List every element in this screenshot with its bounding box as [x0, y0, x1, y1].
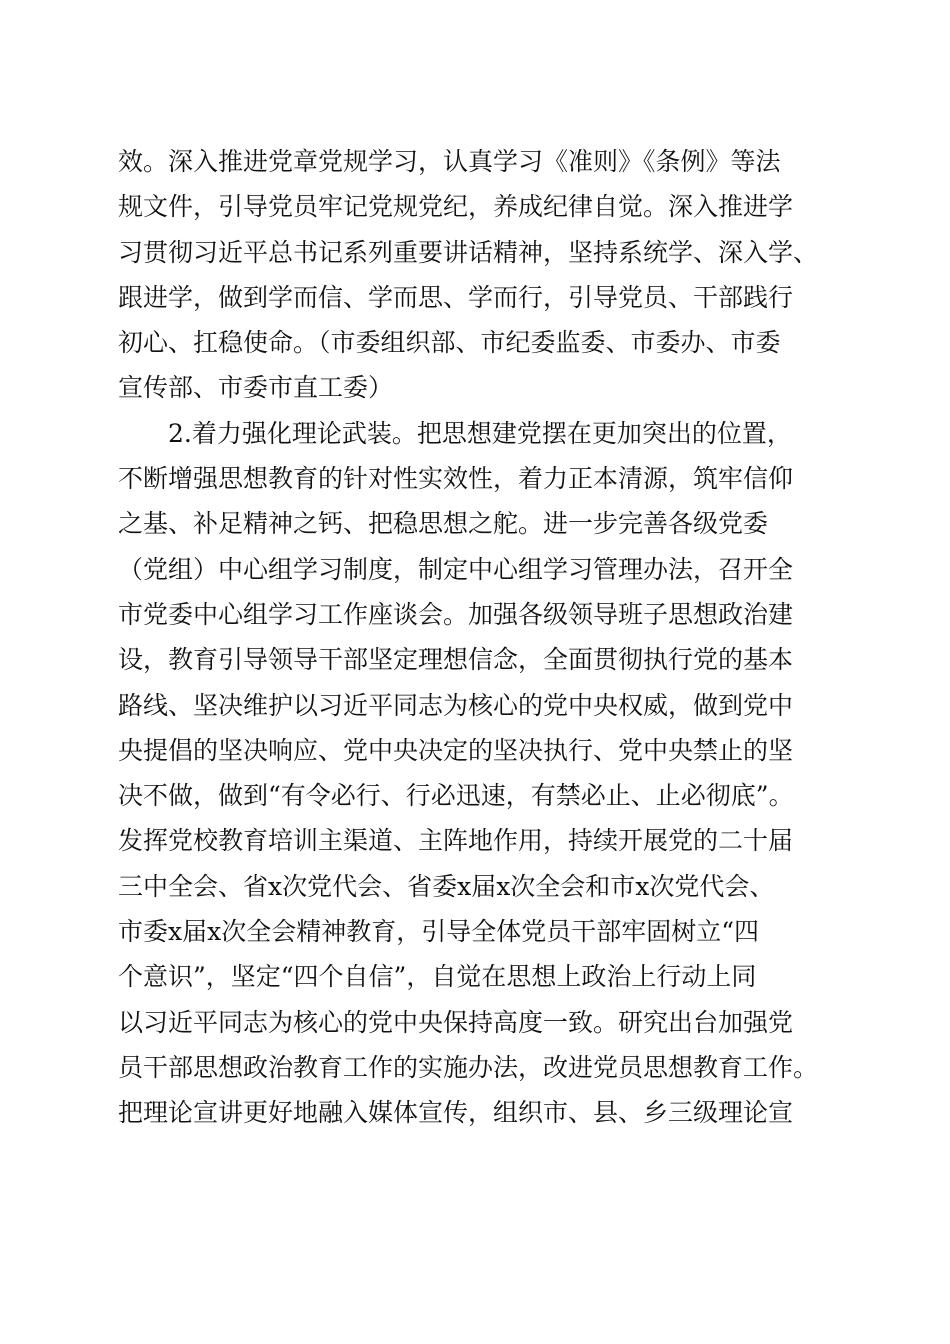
text-line: 个意识”，坚定“四个自信”，自觉在思想上政治上行动上同 — [118, 962, 757, 992]
body-text — [118, 139, 858, 1136]
text-line: 央提倡的坚决响应、党中央决定的坚决执行、党中央禁止的坚 — [118, 735, 794, 765]
section-heading-line: 2.着力强化理论武装。把思想建党摆在更加突出的位置， — [168, 418, 792, 448]
text-line: 之基、补足精神之钙、把稳思想之舵。进一步完善各级党委 — [118, 509, 769, 539]
text-line: 路线、坚决维护以习近平同志为核心的党中央权威，做到党中 — [118, 690, 794, 720]
text-line: 三中全会、省x次党代会、省委x届x次全会和市x次党代会、 — [118, 871, 775, 901]
text-line: （党组）中心组学习制度，制定中心组学习管理办法，召开全 — [118, 554, 794, 584]
text-line: 发挥党校教育培训主渠道、主阵地作用，持续开展党的二十届 — [118, 826, 794, 856]
text-line: 设，教育引导领导干部坚定理想信念，全面贯彻执行党的基本 — [118, 645, 794, 675]
text-line: 习贯彻习近平总书记系列重要讲话精神，坚持系统学、深入学、 — [118, 237, 819, 267]
text-line: 初心、扛稳使命。（市委组织部、市纪委监委、市委办、市委 — [118, 328, 781, 358]
text-line: 决不做，做到“有令必行、行必迅速，有禁必止、止必彻底”。 — [118, 781, 794, 811]
text-line: 不断增强思想教育的针对性实效性，着力正本清源，筑牢信仰 — [118, 464, 794, 494]
text-line: 市党委中心组学习工作座谈会。加强各级领导班子思想政治建 — [118, 599, 794, 629]
text-line: 规文件，引导党员牢记党规党纪，养成纪律自觉。深入推进学 — [118, 192, 794, 222]
text-line: 宣传部、市委市直工委） — [118, 373, 394, 403]
text-line: 跟进学，做到学而信、学而思、学而行，引导党员、干部践行 — [118, 282, 794, 312]
text-line: 市委x届x次全会精神教育，引导全体党员干部牢固树立“四 — [118, 917, 759, 947]
text-line: 效。深入推进党章党规学习，认真学习《准则》《条例》等法 — [118, 147, 781, 176]
text-line: 以习近平同志为核心的党中央保持高度一致。研究出台加强党 — [118, 1007, 794, 1037]
text-line: 把理论宣讲更好地融入媒体宣传，组织市、县、乡三级理论宣 — [118, 1098, 794, 1128]
text-line: 员干部思想政治教育工作的实施办法，改进党员思想教育工作。 — [118, 1052, 819, 1082]
